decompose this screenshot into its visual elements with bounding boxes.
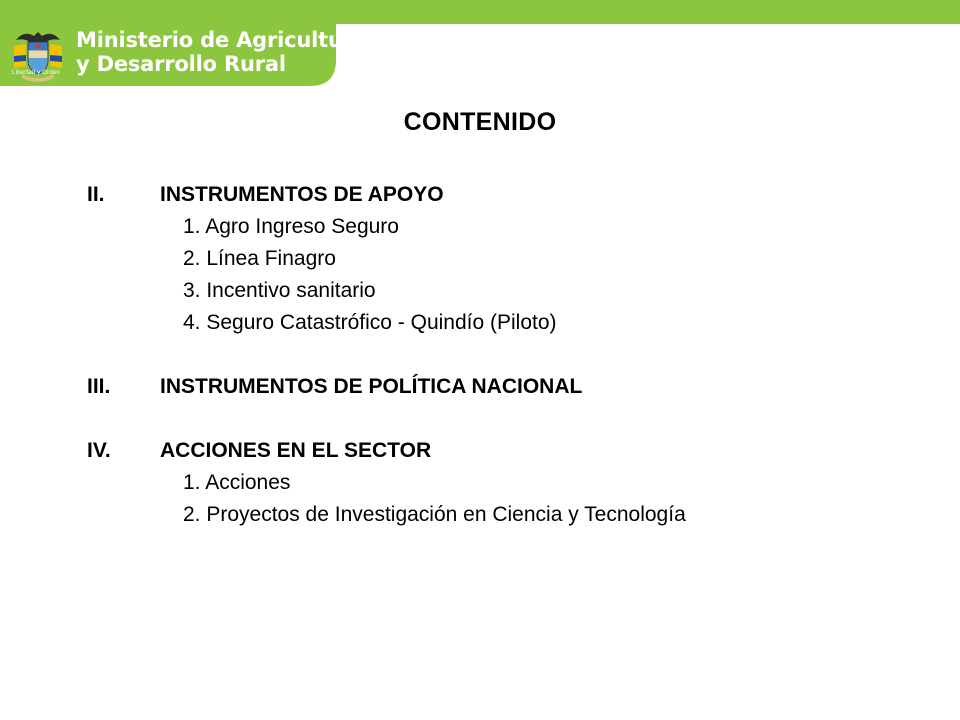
organization-name-line-1: Ministerio de Agricultura	[76, 28, 367, 52]
toc-section-heading	[87, 435, 947, 467]
toc-section-politica-nacional	[87, 371, 947, 403]
section-title: ACCIONES EN EL SECTOR	[160, 439, 432, 462]
list-item: 1. Acciones	[183, 471, 291, 494]
logo-motto: Libertad y Orden	[12, 70, 60, 76]
section-title: INSTRUMENTOS DE POLÍTICA NACIONAL	[160, 375, 583, 398]
organization-name-line-2: y Desarrollo Rural	[76, 52, 286, 76]
list-item: 2. Línea Finagro	[183, 247, 336, 270]
toc-section-acciones-en-el-sector	[87, 435, 947, 531]
section-number: IV.	[87, 439, 111, 462]
list-item: 1. Agro Ingreso Seguro	[183, 215, 399, 238]
organization-name	[76, 28, 367, 76]
list-item: 2. Proyectos de Investigación en Ciencia y Tecnología	[183, 503, 686, 526]
toc-section-instrumentos-de-apoyo	[87, 179, 947, 339]
toc-section-heading	[87, 179, 947, 211]
section-number: III.	[87, 375, 111, 398]
table-of-contents	[87, 179, 947, 531]
toc-section-heading	[87, 371, 947, 403]
page-title: CONTENIDO	[403, 108, 557, 136]
list-item: 3. Incentivo sanitario	[183, 279, 376, 302]
list-item: 4. Seguro Catastrófico - Quindío (Piloto)	[183, 311, 557, 334]
section-number: II.	[87, 183, 105, 206]
section-title: INSTRUMENTOS DE APOYO	[160, 183, 444, 206]
